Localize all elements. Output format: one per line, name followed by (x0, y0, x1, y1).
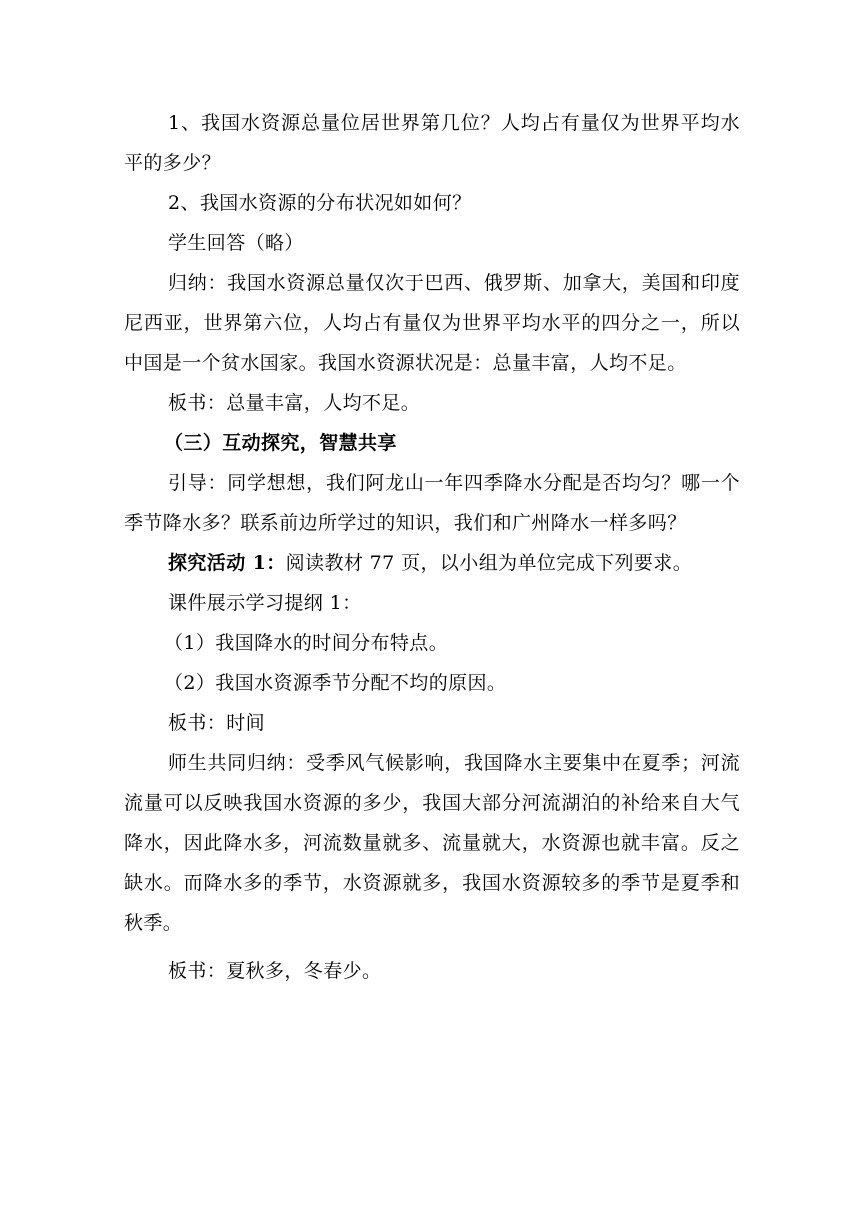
joint-summary-paragraph: 师生共同归纳：受季风气候影响，我国降水主要集中在夏季；河流流量可以反映我国水资源的多少，我国大部分河流湖泊的补给来自大气降水，因此降水多，河流数量就多、流量就大，水资源也就丰富。反之缺水。而降水多的季节，水资源就多，我国水资源较多的季节是夏季和秋季。 (124, 752, 740, 934)
activity-label: 探究活动 1： (168, 552, 286, 574)
board-note-total: 板书：总量丰富，人均不足。 (168, 392, 421, 414)
question-2: 2、我国水资源的分布状况如如何？ (168, 192, 472, 214)
question-1: 1、我国水资源总量位居世界第几位？人均占有量仅为世界平均水平的多少？ (124, 112, 740, 174)
paragraph-spacer (124, 943, 740, 951)
board-note-time: 板书：时间 (168, 712, 266, 734)
summary-paragraph: 归纳：我国水资源总量仅次于巴西、俄罗斯、加拿大，美国和印度尼西亚，世界第六位，人均占有量仅为世界平均水平的四分之一，所以中国是一个贫水国家。我国水资源状况是：总量丰富，人均不足。 (124, 272, 740, 374)
section-heading: （三）互动探究，智慧共享 (164, 432, 397, 454)
document-body (124, 103, 740, 991)
outline-item-1: （1）我国降水的时间分布特点。 (164, 632, 449, 654)
guide-paragraph: 引导：同学想想，我们阿龙山一年四季降水分配是否均匀？哪一个季节降水多？联系前边所学过的知识，我们和广州降水一样多吗？ (124, 472, 740, 534)
student-answer: 学生回答（略） (168, 232, 304, 254)
outline-title: 课件展示学习提纲 1： (168, 592, 362, 614)
outline-item-2: （2）我国水资源季节分配不均的原因。 (164, 672, 507, 694)
board-note-season: 板书：夏秋多，冬春少。 (168, 960, 382, 982)
activity-text: 阅读教材 77 页，以小组为单位完成下列要求。 (285, 552, 693, 574)
activity-paragraph (124, 543, 740, 583)
